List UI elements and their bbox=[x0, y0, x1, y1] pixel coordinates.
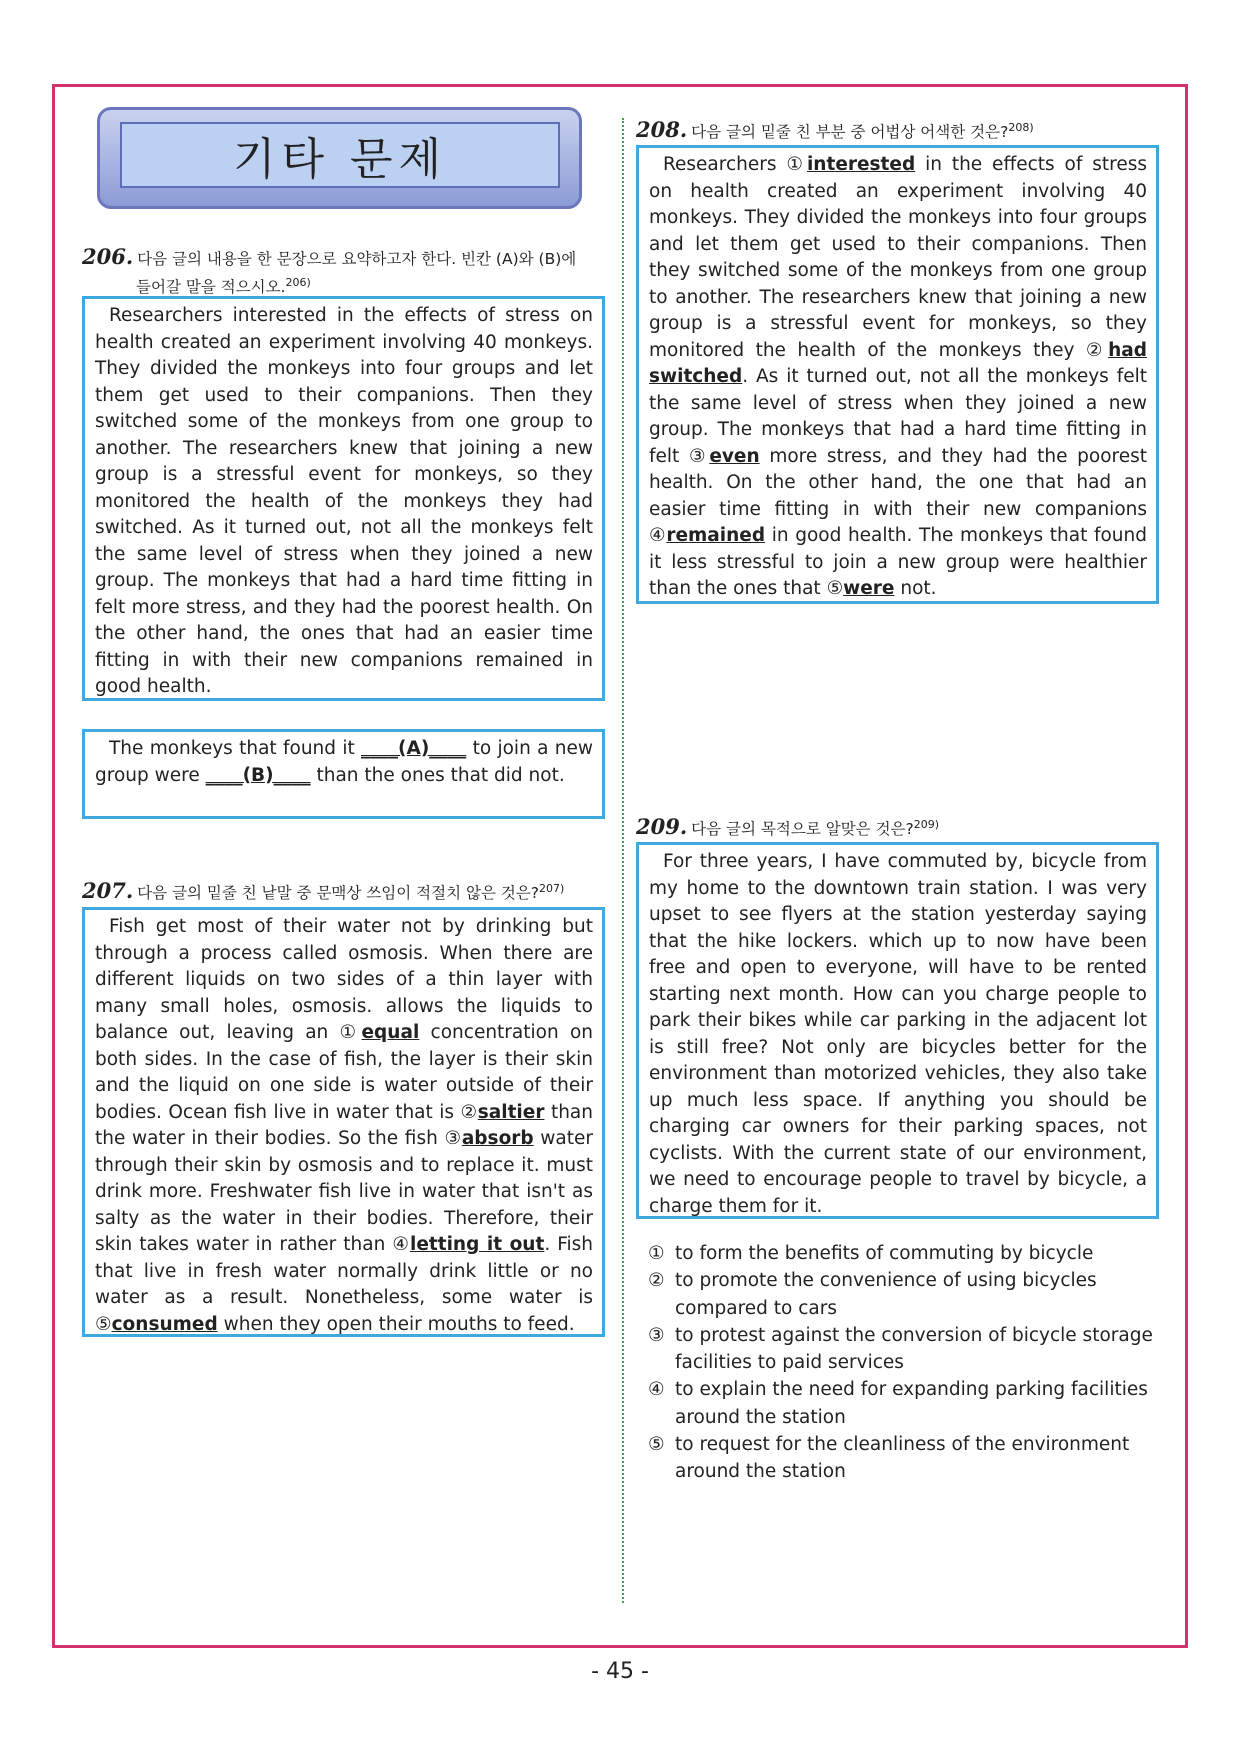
question-209-header bbox=[636, 813, 1164, 841]
passage-text bbox=[95, 914, 593, 1338]
question-206-header bbox=[82, 245, 610, 299]
choice-mark: ② bbox=[460, 1101, 478, 1123]
summary-part: to join a new group were bbox=[95, 738, 593, 786]
question-number: 206. bbox=[82, 244, 134, 269]
underlined-word: were bbox=[843, 578, 895, 599]
footnote-ref: 208) bbox=[1008, 121, 1034, 134]
passage-part: more stress, and they had the poorest health. On the other hand, the one that had an easier time fitting in with their new companions bbox=[649, 445, 1147, 520]
passage-box-208 bbox=[636, 145, 1159, 604]
passage-text bbox=[649, 152, 1147, 603]
passage-box-207 bbox=[82, 907, 605, 1337]
passage-box-206 bbox=[82, 296, 605, 701]
choice-text: to explain the need for expanding parking facilities around the station bbox=[675, 1379, 1148, 1428]
question-207-header bbox=[82, 877, 610, 905]
passage-part: not. bbox=[894, 578, 937, 599]
passage-part: . As it turned out, not all the monkeys felt the same level of stress when they joined a new group. The monkeys that had a hard time fitting in felt bbox=[649, 366, 1147, 467]
passage-box-209 bbox=[636, 842, 1159, 1219]
passage-text: Researchers interested in the effects of stress on health created an experiment involving 40 monkeys. They divided the monkeys into four groups and let them get used to their companions. Then they switched some of the monkeys from one group to another. The researchers knew that joining a new group is a stressful event for monkeys, so they monitored the health of the monkeys they had switched. As it turned out, not all the monkeys felt the same level of stress when they joined a new group. The monkeys that had a hard time fitting in felt more stress, and they had the poorest health. On the other hand, the ones that had an easier time fitting in with their new companions remained in good health. bbox=[95, 305, 593, 697]
underlined-word: consumed bbox=[111, 1313, 218, 1335]
underlined-word: remained bbox=[666, 525, 766, 546]
passage-part: . Fish that live in fresh water normally drink little or no water as a result. Nonetheless, some water is bbox=[95, 1234, 593, 1308]
answer-choices bbox=[648, 1240, 1158, 1486]
question-number: 207. bbox=[82, 878, 134, 904]
choice-text: to promote the convenience of using bicycles compared to cars bbox=[675, 1270, 1097, 1319]
underlined-word: letting it out bbox=[410, 1234, 545, 1255]
footnote-ref: 209) bbox=[913, 818, 940, 831]
choice-mark: ⑤ bbox=[95, 1313, 112, 1335]
answer-choice[interactable] bbox=[648, 1240, 1158, 1267]
question-text: 다음 글의 목적으로 알맞은 것은? bbox=[691, 820, 914, 839]
choice-mark: ① bbox=[648, 1243, 665, 1264]
underlined-word: absorb bbox=[461, 1128, 534, 1149]
choice-mark: ④ bbox=[392, 1234, 410, 1255]
summary-text bbox=[95, 736, 593, 789]
blank-b: ____(B)____ bbox=[205, 764, 311, 786]
choice-mark: ① bbox=[786, 154, 807, 175]
summary-part: than the ones that did not. bbox=[310, 764, 565, 786]
choice-text: to protest against the conversion of bicycle storage facilities to paid services bbox=[675, 1324, 1153, 1374]
choice-mark: ④ bbox=[649, 525, 667, 546]
choice-mark: ⑤ bbox=[648, 1434, 665, 1456]
title-plaque-inner bbox=[120, 122, 560, 188]
choice-mark: ② bbox=[1085, 339, 1109, 361]
underlined-word: even bbox=[709, 445, 760, 467]
underlined-word: equal bbox=[361, 1022, 420, 1043]
column-divider bbox=[622, 118, 624, 1603]
blank-a: ____(A)____ bbox=[361, 738, 467, 759]
passage-part: concentration on both sides. In the case of fish, the layer is their skin and the liquid on one side is water outside of their bodies. Ocean fish live in water that is bbox=[95, 1022, 593, 1123]
answer-choice[interactable] bbox=[648, 1431, 1158, 1486]
passage-part: than the water in their bodies. So the fish bbox=[95, 1101, 593, 1149]
choice-mark: ② bbox=[648, 1270, 665, 1292]
choice-mark: ⑤ bbox=[826, 578, 844, 599]
choice-mark: ① bbox=[339, 1022, 362, 1043]
choice-mark: ④ bbox=[648, 1379, 665, 1401]
section-title: 기타 문제 bbox=[232, 134, 447, 185]
question-number: 209. bbox=[636, 814, 688, 840]
passage-part: when they open their mouths to feed. bbox=[217, 1313, 575, 1335]
choice-mark: ③ bbox=[648, 1324, 665, 1346]
underlined-word: had switched bbox=[649, 339, 1147, 387]
underlined-word: saltier bbox=[477, 1101, 545, 1123]
passage-part: water through their skin by osmosis and to replace it. must drink more. Freshwater fish live in water that isn't as salty as the water in their bodies. Therefore, their skin takes water in rather than bbox=[95, 1128, 594, 1255]
summary-box-206 bbox=[82, 729, 605, 819]
passage-part: in good health. The monkeys that found it less stressful to join a new group were healthier than the ones that bbox=[649, 525, 1147, 599]
question-text: 다음 글의 밑줄 친 부분 중 어법상 어색한 것은? bbox=[691, 123, 1009, 142]
underlined-word: interested bbox=[806, 154, 916, 175]
passage-part: in the effects of stress on health created an experiment involving 40 monkeys. They divided the monkeys into four groups and let them get used to their companions. Then they switched some of the monkeys from one group to another. The researchers knew that joining a new group is a stressful event for monkeys, so they monitored the health of the monkeys they bbox=[649, 154, 1147, 361]
question-text: 다음 글의 내용을 한 문장으로 요약하고자 한다. 빈칸 (A)와 (B)에 bbox=[137, 250, 577, 268]
question-text: 다음 글의 밑줄 친 낱말 중 문맥상 쓰임이 적절치 않은 것은? bbox=[137, 884, 540, 903]
choice-mark: ③ bbox=[444, 1128, 462, 1149]
footnote-ref: 206) bbox=[285, 276, 311, 289]
question-208-header bbox=[636, 116, 1164, 144]
question-text-line2: 들어갈 말을 적으시오. bbox=[136, 278, 286, 297]
answer-choice[interactable] bbox=[648, 1322, 1158, 1377]
choice-mark: ③ bbox=[688, 445, 710, 467]
page-number: - 45 - bbox=[591, 1659, 649, 1684]
choice-text: to form the benefits of commuting by bicycle bbox=[675, 1243, 1094, 1264]
question-number: 208. bbox=[636, 117, 688, 143]
passage-part: Researchers bbox=[663, 154, 787, 175]
footnote-ref: 207) bbox=[539, 882, 565, 895]
answer-choice[interactable] bbox=[648, 1267, 1158, 1322]
passage-text: For three years, I have commuted by, bicycle from my home to the downtown train station. I was very upset to see flyers at the station yesterday saying that the hike lockers. which up to now have been free and open to everyone, will have to be rented starting next month. How can you charge people to park their bikes while car parking in the adjacent lot is still free? Not only are bicycles better for the environment than motorized vehicles, they also take up much less space. If anything you should be charging car owners for their parking spaces, not cyclists. With the current state of our environment, we need to encourage people to travel by bicycle, a charge them for it. bbox=[649, 851, 1147, 1217]
choice-text: to request for the cleanliness of the environment around the station bbox=[675, 1434, 1130, 1483]
answer-choice[interactable] bbox=[648, 1376, 1158, 1431]
summary-part: The monkeys that found it bbox=[109, 738, 362, 759]
passage-part: Fish get most of their water not by drinking but through a process called osmosis. When there are different liquids on two sides of a thin layer with many small holes, osmosis. allows the liquids to balance out, leaving an bbox=[95, 916, 593, 1043]
